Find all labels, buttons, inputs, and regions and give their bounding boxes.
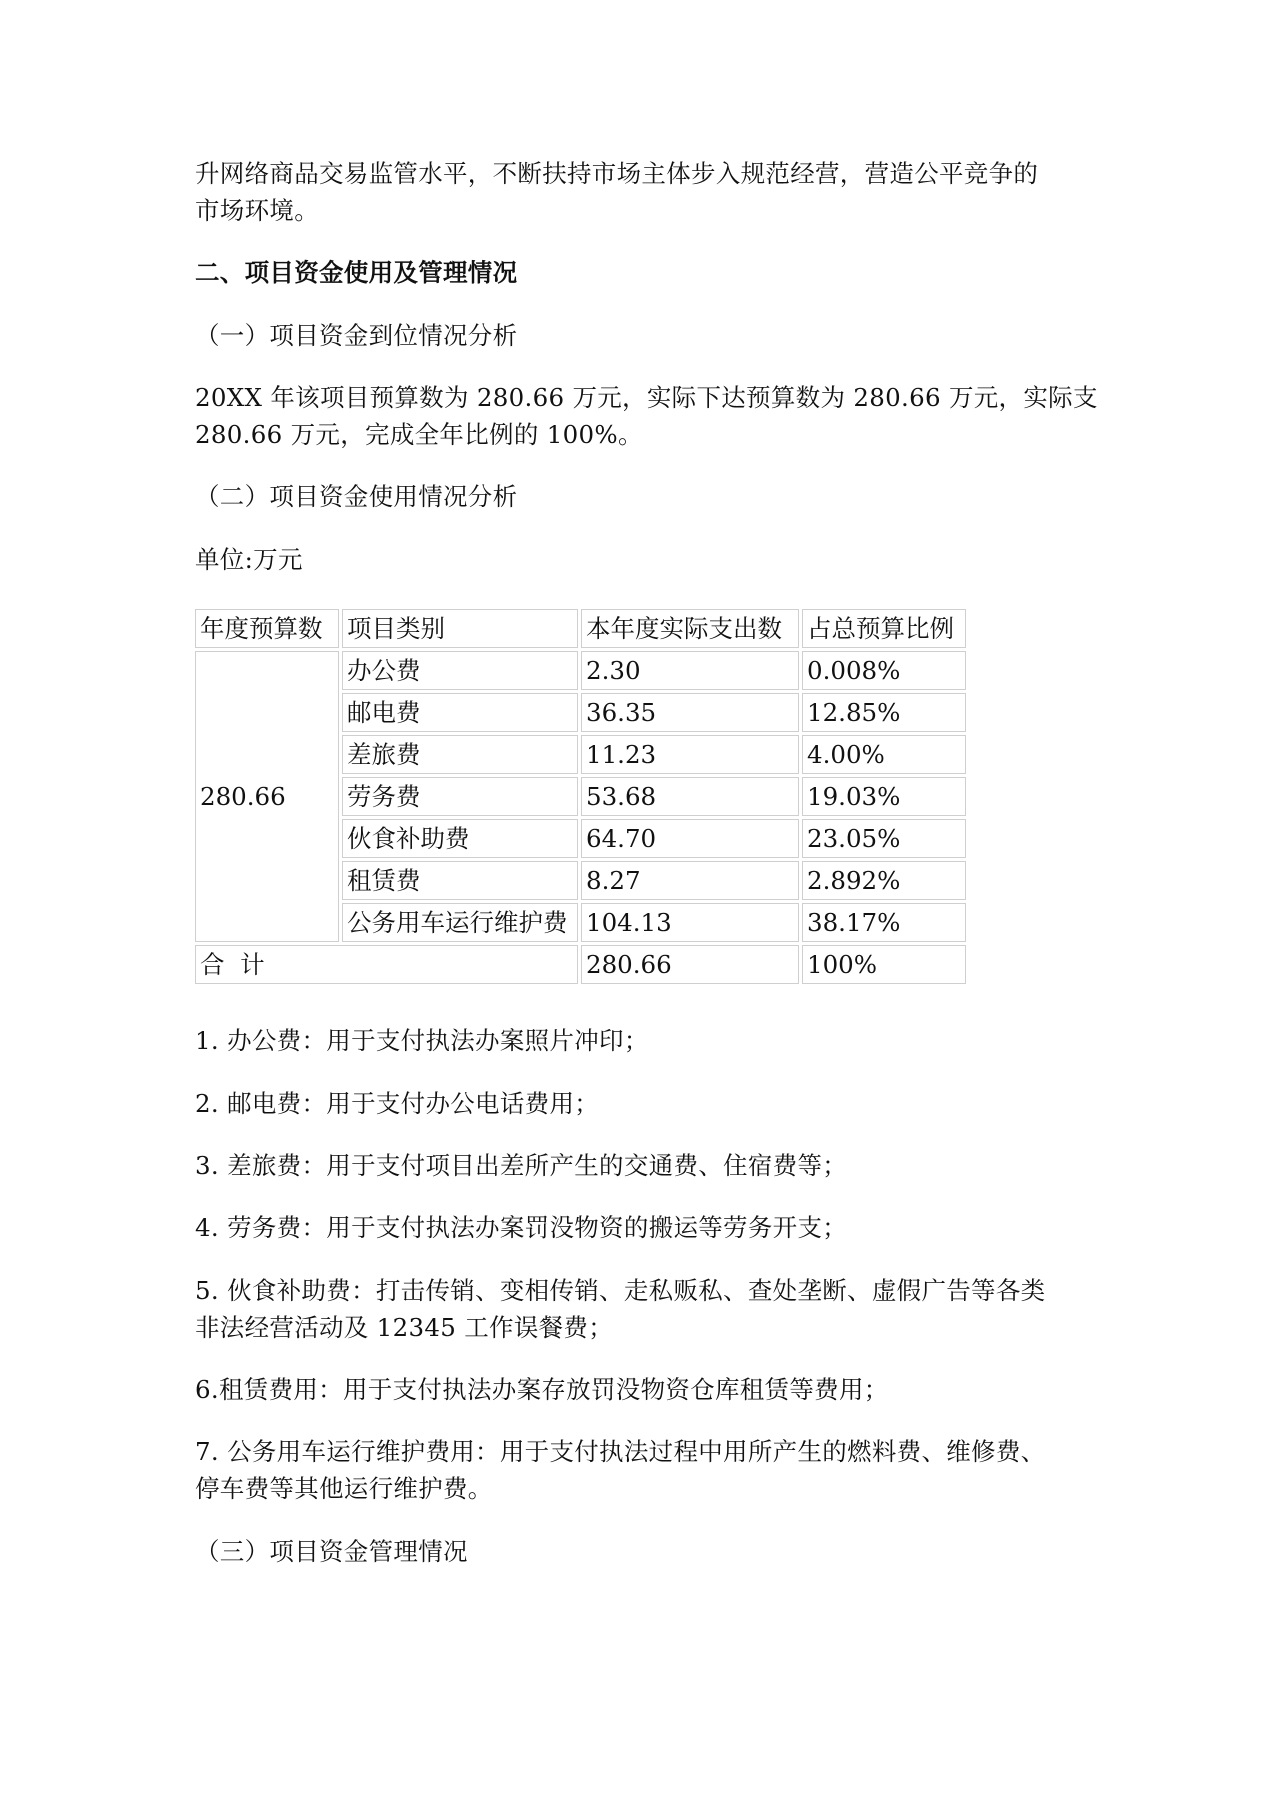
category-cell: 劳务费 (342, 777, 578, 816)
budget-paragraph-line-1: 20XX 年该项目预算数为 280.66 万元，实际下达预算数为 280.66 万元，实际支 (195, 383, 1098, 412)
ratio-cell: 2.892% (802, 861, 966, 900)
amount-cell: 104.13 (581, 903, 799, 942)
budget-total-cell: 280.66 (195, 651, 339, 942)
table-header-cell: 本年度实际支出数 (581, 609, 799, 648)
category-cell: 办公费 (342, 651, 578, 690)
table-header-cell: 占总预算比例 (802, 609, 966, 648)
category-cell: 租赁费 (342, 861, 578, 900)
note-meal-line-2: 非法经营活动及 12345 工作误餐费； (195, 1313, 614, 1342)
note-rent: 6.租赁费用：用于支付执法办案存放罚没物资仓库租赁等费用； (195, 1375, 889, 1404)
ratio-cell: 4.00% (802, 735, 966, 774)
amount-cell: 64.70 (581, 819, 799, 858)
section-heading: 二、项目资金使用及管理情况 (195, 258, 518, 287)
expense-table (192, 606, 969, 987)
table-header-row (195, 609, 966, 648)
amount-cell: 36.35 (581, 693, 799, 732)
note-meal-line-1: 5. 伙食补助费：打击传销、变相传销、走私贩私、查处垄断、虚假广告等各类 (195, 1276, 1046, 1305)
note-office: 1. 办公费：用于支付执法办案照片冲印； (195, 1026, 649, 1055)
total-label-cell: 合 计 (195, 945, 578, 984)
ratio-cell: 23.05% (802, 819, 966, 858)
subsection-title-3: （三）项目资金管理情况 (195, 1537, 468, 1566)
ratio-cell: 19.03% (802, 777, 966, 816)
budget-paragraph-line-2: 280.66 万元，完成全年比例的 100%。 (195, 420, 643, 449)
note-vehicle-line-2: 停车费等其他运行维护费。 (195, 1474, 493, 1503)
category-cell: 差旅费 (342, 735, 578, 774)
table-row (195, 651, 966, 690)
table-header-cell: 年度预算数 (195, 609, 339, 648)
amount-cell: 53.68 (581, 777, 799, 816)
ratio-cell: 12.85% (802, 693, 966, 732)
intro-line-2: 市场环境。 (195, 196, 319, 225)
ratio-cell: 0.008% (802, 651, 966, 690)
note-vehicle-line-1: 7. 公务用车运行维护费用：用于支付执法过程中用所产生的燃料费、维修费、 (195, 1437, 1046, 1466)
amount-cell: 11.23 (581, 735, 799, 774)
table-header-cell: 项目类别 (342, 609, 578, 648)
category-cell: 邮电费 (342, 693, 578, 732)
category-cell: 公务用车运行维护费 (342, 903, 578, 942)
amount-cell: 8.27 (581, 861, 799, 900)
unit-label: 单位:万元 (195, 545, 303, 574)
category-cell: 伙食补助费 (342, 819, 578, 858)
intro-line-1: 升网络商品交易监管水平，不断扶持市场主体步入规范经营，营造公平竞争的 (195, 159, 1039, 188)
total-ratio-cell: 100% (802, 945, 966, 984)
subsection-title-2: （二）项目资金使用情况分析 (195, 482, 518, 511)
total-amount-cell: 280.66 (581, 945, 799, 984)
amount-cell: 2.30 (581, 651, 799, 690)
note-labor: 4. 劳务费：用于支付执法办案罚没物资的搬运等劳务开支； (195, 1213, 848, 1242)
subsection-title-1: （一）项目资金到位情况分析 (195, 321, 518, 350)
ratio-cell: 38.17% (802, 903, 966, 942)
note-travel: 3. 差旅费：用于支付项目出差所产生的交通费、住宿费等； (195, 1151, 848, 1180)
table-total-row (195, 945, 966, 984)
note-postal: 2. 邮电费：用于支付办公电话费用； (195, 1089, 600, 1118)
